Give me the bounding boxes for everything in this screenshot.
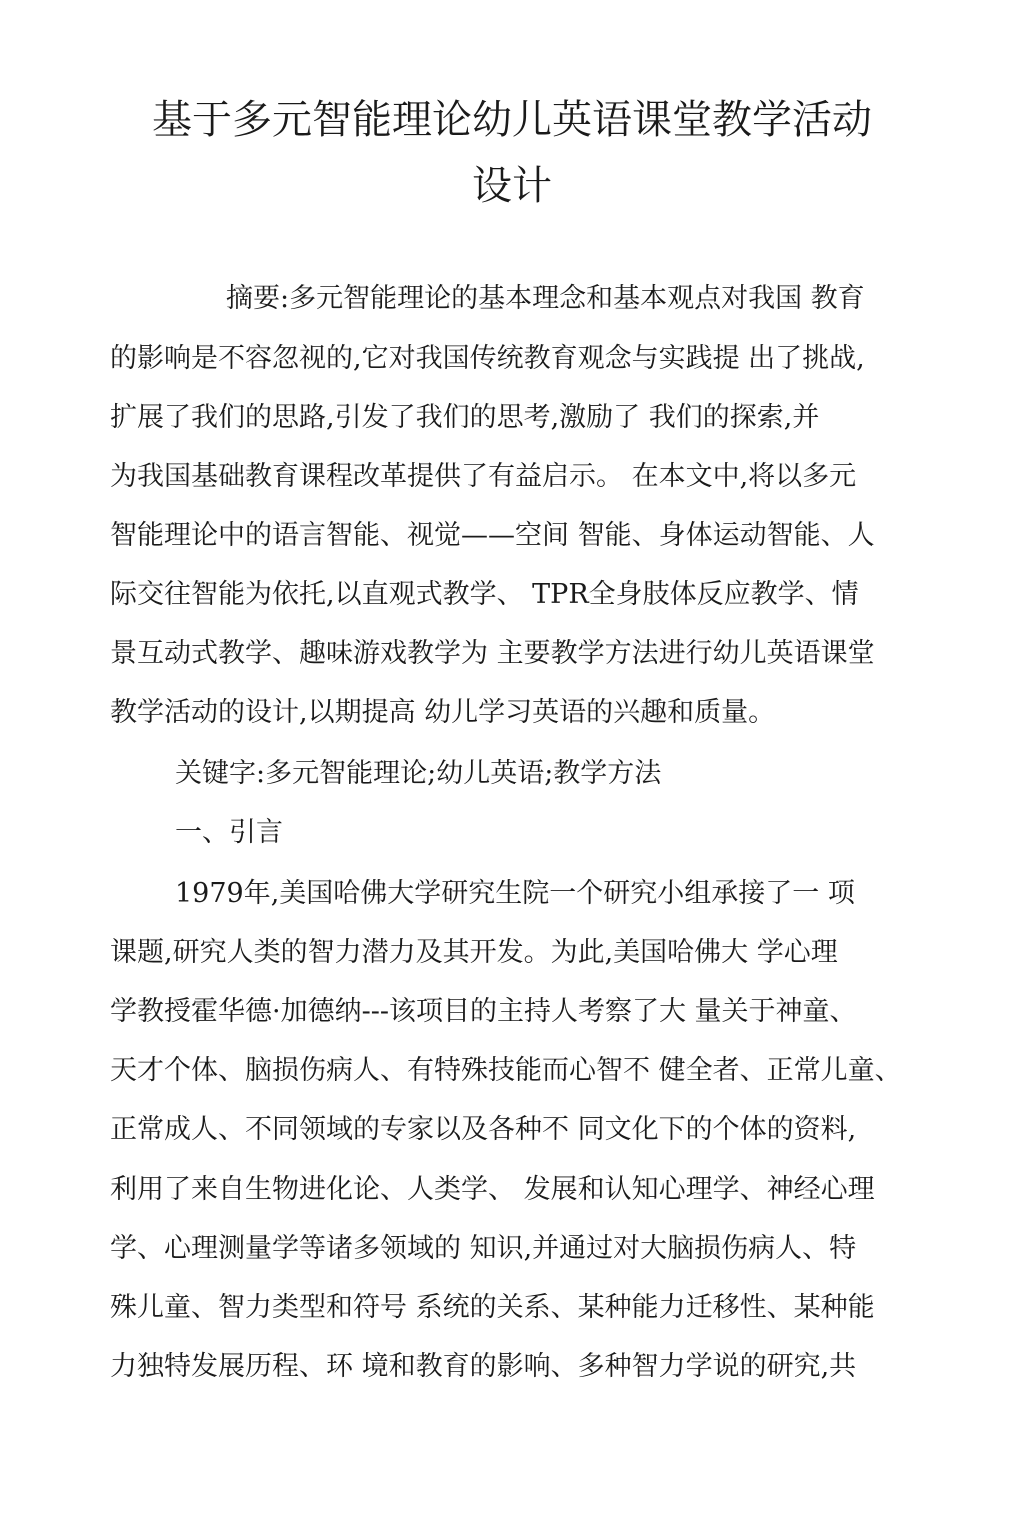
intro-line: 正常成人、不同领域的专家以及各种不 同文化下的个体的资料, (110, 1114, 857, 1145)
abstract-line: 际交往智能为依托,以直观式教学、 TPR全身肢体反应教学、情 (110, 579, 859, 610)
intro-line: 利用了来自生物进化论、人类学、 发展和认知心理学、神经心理 (110, 1174, 875, 1205)
intro-line: 1979年,美国哈佛大学研究生院一个研究小组承接了一 项 (175, 878, 855, 909)
document-title-line-1: 基于多元智能理论幼儿英语课堂教学活动 (152, 97, 872, 143)
keywords: 关键字:多元智能理论;幼儿英语;教学方法 (175, 758, 662, 789)
intro-line: 天才个体、脑损伤病人、有特殊技能而心智不 健全者、正常儿童、 (110, 1055, 902, 1086)
abstract-line: 为我国基础教育课程改革提供了有益启示。 在本文中,将以多元 (110, 461, 857, 492)
abstract-line: 景互动式教学、趣味游戏教学为 主要教学方法进行幼儿英语课堂 (110, 638, 875, 669)
section-heading-introduction: 一、引言 (175, 817, 283, 848)
abstract-line: 扩展了我们的思路,引发了我们的思考,激励了 我们的探索,并 (110, 402, 820, 433)
abstract-line: 摘要:多元智能理论的基本理念和基本观点对我国 教育 (226, 283, 865, 314)
abstract-line: 教学活动的设计,以期提高 幼儿学习英语的兴趣和质量。 (110, 697, 776, 728)
intro-line: 力独特发展历程、环 境和教育的影响、多种智力学说的研究,共 (110, 1351, 857, 1382)
intro-line: 学、心理测量学等诸多领域的 知识,并通过对大脑损伤病人、特 (110, 1233, 857, 1264)
document-title-line-2: 设计 (472, 163, 552, 209)
abstract-line: 智能理论中的语言智能、视觉——空间 智能、身体运动智能、人 (110, 520, 875, 551)
intro-line: 殊儿童、智力类型和符号 系统的关系、某种能力迁移性、某种能 (110, 1292, 875, 1323)
intro-line: 课题,研究人类的智力潜力及其开发。为此,美国哈佛大 学心理 (110, 937, 838, 968)
intro-line: 学教授霍华德·加德纳---该项目的主持人考察了大 量关于神童、 (110, 996, 857, 1027)
abstract-line: 的影响是不容忽视的,它对我国传统教育观念与实践提 出了挑战, (110, 343, 865, 374)
